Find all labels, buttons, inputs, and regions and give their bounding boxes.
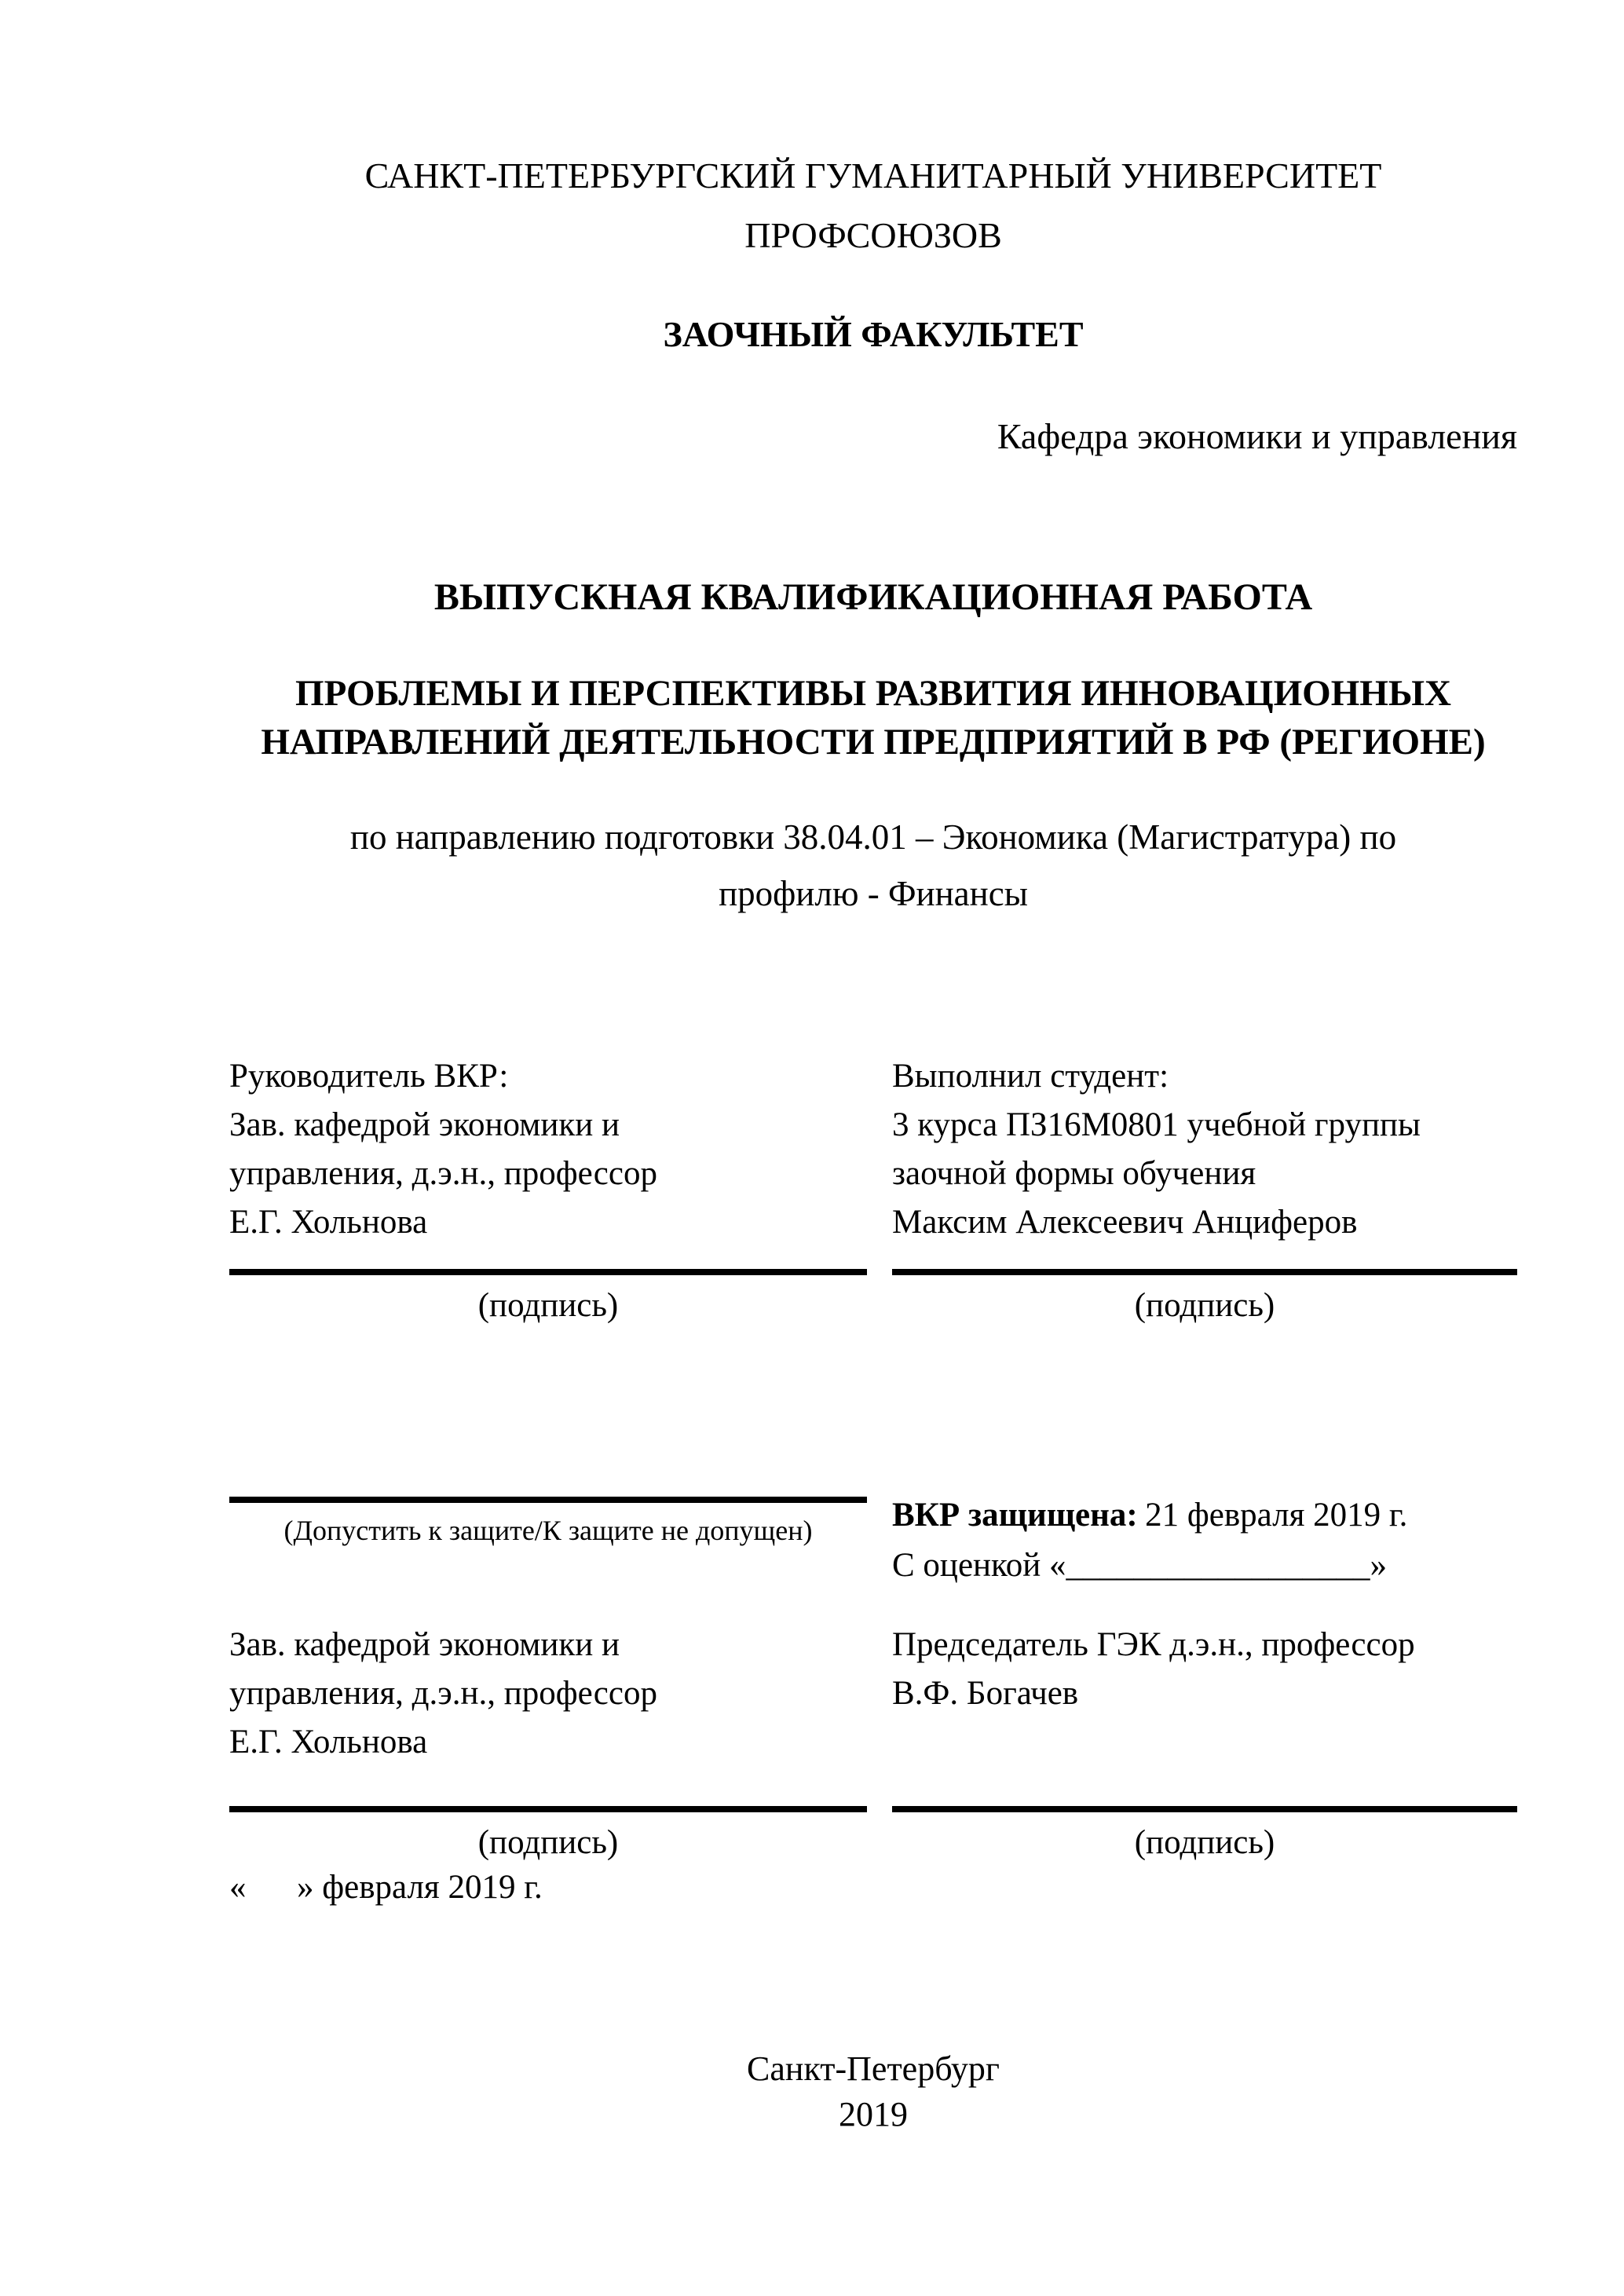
program-description	[229, 809, 1517, 922]
student-group-line: 3 курса ПЗ16М0801 учебной группы	[892, 1106, 1421, 1143]
supervisor-position-line-1: Зав. кафедрой экономики и	[229, 1106, 620, 1143]
department-line: Кафедра экономики и управления	[997, 416, 1517, 456]
approver-signature-caption: (подпись)	[477, 1824, 619, 1861]
work-type-heading: ВЫПУСКНАЯ КВАЛИФИКАЦИОННАЯ РАБОТА	[433, 576, 1313, 618]
admission-caption: (Допустить к защите/К защите не допущен)	[283, 1515, 813, 1546]
chair-block	[892, 1621, 1517, 1718]
supervisor-role-line: Руководитель ВКР:	[229, 1058, 509, 1095]
student-signature-caption: (подпись)	[1134, 1287, 1275, 1324]
admission-date-line: « » февраля 2019 г.	[229, 1869, 543, 1906]
program-line-2: профилю - Финансы	[719, 874, 1028, 913]
student-form-line: заочной формы обучения	[892, 1155, 1256, 1192]
university-line-2: ПРОФСОЮЗОВ	[744, 215, 1002, 255]
defense-status-line	[892, 1493, 1517, 1537]
footer	[229, 2046, 1517, 2137]
thesis-title-line-2: НАПРАВЛЕНИЙ ДЕЯТЕЛЬНОСТИ ПРЕДПРИЯТИЙ В РФ (РЕГИОНЕ)	[261, 722, 1486, 762]
student-signature-line	[892, 1269, 1517, 1275]
faculty-heading: ЗАОЧНЫЙ ФАКУЛЬТЕТ	[663, 314, 1084, 354]
defense-date: 21 февраля 2019 г.	[1145, 1497, 1408, 1534]
supervisor-block	[229, 1052, 867, 1247]
student-block	[892, 1052, 1517, 1247]
supervisor-name: Е.Г. Хольнова	[229, 1204, 428, 1241]
student-name: Максим Алексеевич Анциферов	[892, 1204, 1358, 1241]
approver-position-line-1: Зав. кафедрой экономики и	[229, 1626, 620, 1663]
footer-city: Санкт-Петербург	[747, 2049, 1000, 2088]
chair-signature-caption: (подпись)	[1134, 1824, 1275, 1861]
supervisor-signature-caption: (подпись)	[477, 1287, 619, 1324]
approver-name: Е.Г. Хольнова	[229, 1724, 428, 1760]
thesis-title	[229, 669, 1517, 766]
supervisor-signature-line	[229, 1269, 867, 1275]
student-role-line: Выполнил студент:	[892, 1058, 1169, 1095]
chair-signature-line	[892, 1806, 1517, 1812]
grade-blank-line: С оценкой «__________________»	[892, 1547, 1388, 1584]
admission-signature-line	[229, 1497, 867, 1503]
approver-position-line-2: управления, д.э.н., профессор	[229, 1675, 657, 1712]
program-line-1: по направлению подготовки 38.04.01 – Экономика (Магистратура) по	[349, 817, 1397, 857]
defense-status-label: ВКР защищена:	[892, 1497, 1138, 1534]
university-line-1: САНКТ-ПЕТЕРБУРГСКИЙ ГУМАНИТАРНЫЙ УНИВЕРСИТЕТ	[364, 155, 1382, 196]
university-name	[229, 146, 1517, 265]
chair-name: В.Ф. Богачев	[892, 1675, 1079, 1712]
approver-block	[229, 1621, 867, 1767]
supervisor-position-line-2: управления, д.э.н., профессор	[229, 1155, 657, 1192]
thesis-title-line-1: ПРОБЛЕМЫ И ПЕРСПЕКТИВЫ РАЗВИТИЯ ИННОВАЦИОННЫХ	[295, 673, 1451, 714]
chair-position-line: Председатель ГЭК д.э.н., профессор	[892, 1626, 1415, 1663]
approver-signature-line	[229, 1806, 867, 1812]
footer-year: 2019	[839, 2095, 908, 2133]
